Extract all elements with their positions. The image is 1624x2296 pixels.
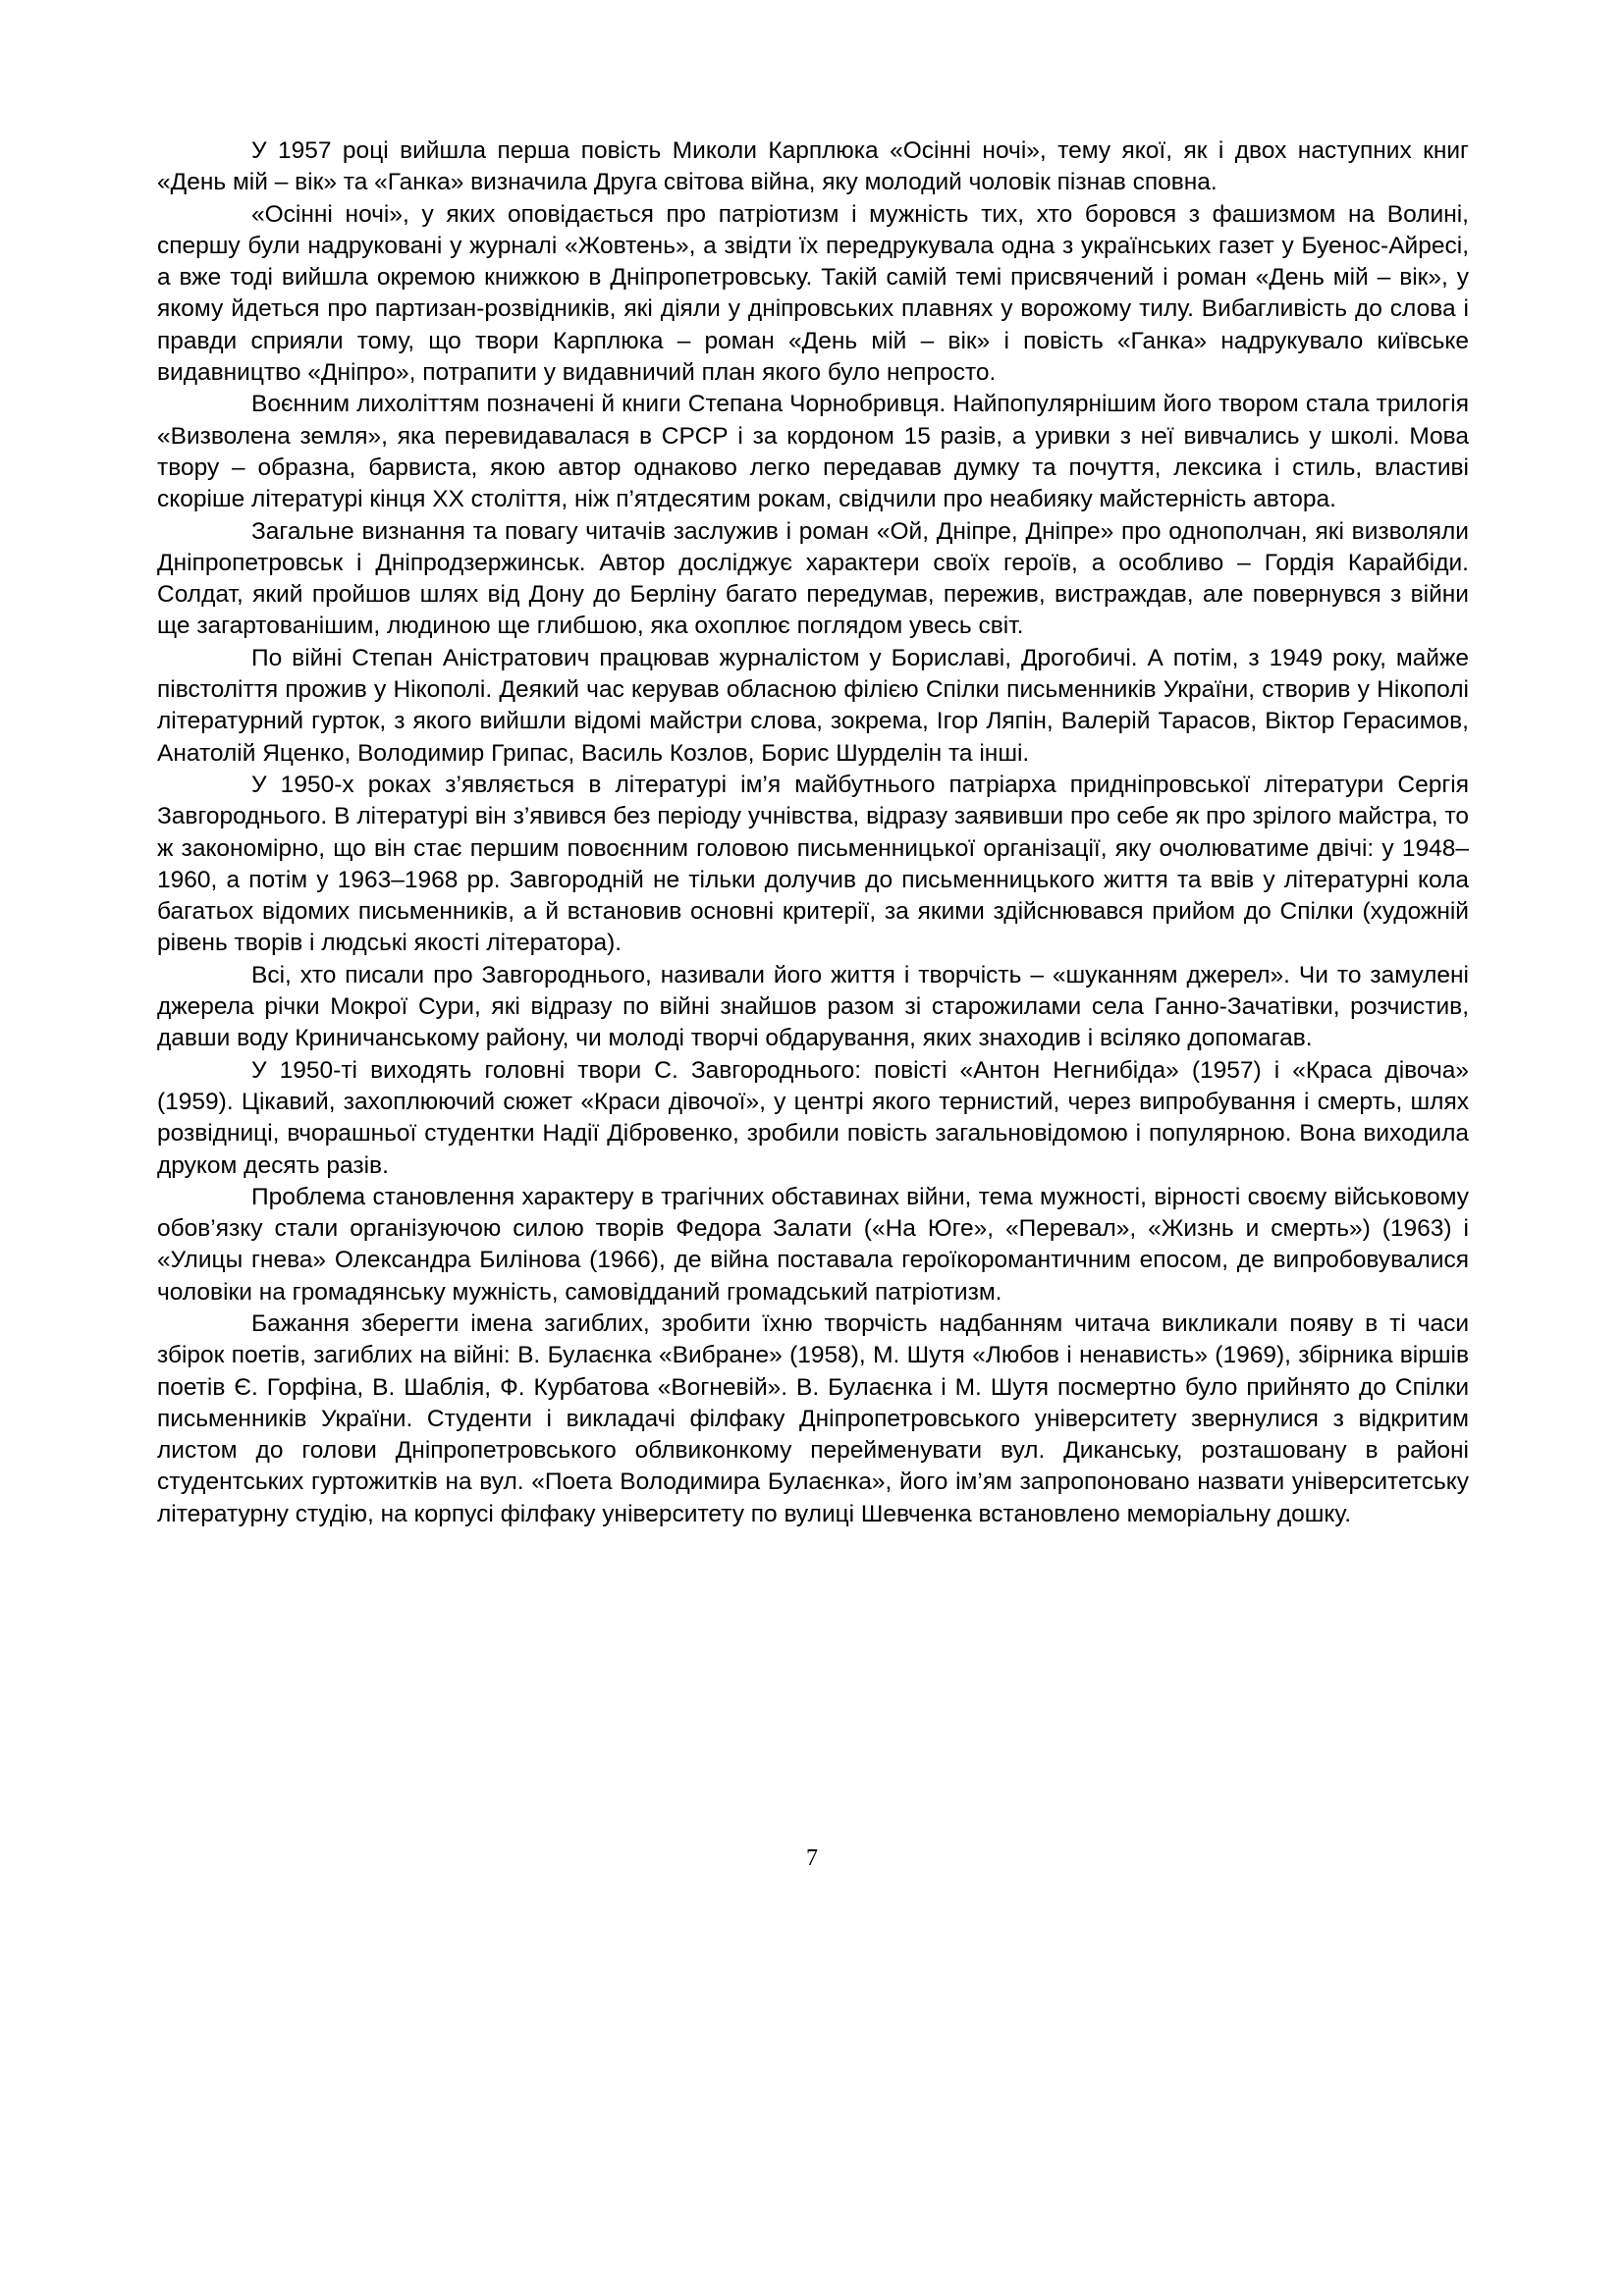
paragraph-5: По війні Степан Аністратович працював журналістом у Бориславі, Дрогобичі. А потім, з 1949 року, майже півстоліття прожив у Нікополі. Деякий час керував обласною філією Спілки письменників України, створив у Нікополі літературний гурток, з якого вийшли відомі майстри слова, зокрема, Ігор Ляпін, Валерій Тарасов, Віктор Герасимов, Анатолій Яценко, Володимир Грипас, Василь Козлов, Борис Шурделін та інші. [157,644,1469,767]
page-number: 7 [806,1845,818,1871]
paragraph-7: Всі, хто писали про Завгороднього, називали його життя і творчість – «шуканням джерел». Чи то замулені джерела річки Мокрої Сури, які відразу по війні знайшов разом зі старожилами села Ганно-Зачатівки, розчистив, давши воду Криничанському району, чи молоді творчі обдарування, яких знаходив і всіляко допомагав. [157,961,1469,1052]
paragraph-3: Воєнним лихоліттям позначені й книги Степана Чорнобривця. Найпопулярнішим його твором стала трилогія «Визволена земля», яка перевидавалася в СРСР і за кордоном 15 разів, а уривки з неї вивчались у школі. Мова твору – образна, барвиста, якою автор однаково легко передавав думку та почуття, лексика і стиль, властиві скоріше літературі кінця ХХ століття, ніж п’ятдесятим рокам, свідчили про неабияку майстерність автора. [157,391,1469,513]
document-body [157,135,1469,1530]
paragraph-1: У 1957 році вийшла перша повість Миколи Карплюка «Осінні ночі», тему якої, як і двох наступних книг «День мій – вік» та «Ганка» визначила Друга світова війна, яку молодий чоловік пізнав сповна. [157,137,1469,196]
paragraph-10: Бажання зберегти імена загиблих, зробити їхню творчість надбанням читача викликали появу в ті часи збірок поетів, загиблих на війні: В. Булаєнка «Вибране» (1958), М. Шутя «Любов і ненависть» (1969), збірника віршів поетів Є. Горфіна, В. Шаблія, Ф. Курбатова «Вогневій». В. Булаєнка і М. Шутя посмертно було прийнято до Спілки письменників України. Студенти і викладачі філфаку Дніпропетровського університету звернулися з відкритим листом до голови Дніпропетровського облвиконкому перейменувати вул. Диканську, розташовану в районі студентських гуртожитків на вул. «Поета Володимира Булаєнка», його ім’ям запропоновано назвати університетську літературну студію, на корпусі філфаку університету по вулиці Шевченка встановлено меморіальну дошку. [157,1309,1469,1527]
paragraph-6: У 1950-х роках з’являється в літературі ім’я майбутнього патріарха придніпровської літератури Сергія Завгороднього. В літературі він з’явився без періоду учнівства, відразу заявивши про себе як про зрілого майстра, то ж закономірно, що він стає першим повоєнним головою письменницької організації, яку очолюватиме двічі: у 1948–1960, а потім у 1963–1968 рр. Завгородній не тільки долучив до письменницького життя та ввів у літературні кола багатьох відомих письменників, а й встановив основні критерії, за якими здійснювався прийом до Спілки (художній рівень творів і людські якості літератора). [157,771,1469,957]
paragraph-2: «Осінні ночі», у яких оповідається про патріотизм і мужність тих, хто боровся з фашизмом на Волині, спершу були надруковані у журналі «Жовтень», а звідти їх передрукувала одна з українських газет у Буенос-Айресі, а вже тоді вийшла окремою книжкою в Дніпропетровську. Такій самій темі присвячений і роман «День мій – вік», у якому йдеться про партизан-розвідників, які діяли у дніпровських плавнях у ворожому тилу. Вибагливість до слова і правди сприяли тому, що твори Карплюка – роман «День мій – вік» і повість «Ганка» надрукувало київське видавництво «Дніпро», потрапити у видавничий план якого було непросто. [157,200,1469,387]
paragraph-9: Проблема становлення характеру в трагічних обставинах війни, тема мужності, вірності своєму військовому обов’язку стали організуючою силою творів Федора Залати («На Юге», «Перевал», «Жизнь и смерть») (1963) і «Улицы гнева» Олександра Билінова (1966), де війна поставала героїкоромантичним епосом, де випробовувалися чоловіки на громадянську мужність, самовідданий громадський патріотизм. [157,1183,1469,1306]
paragraph-8: У 1950-ті виходять головні твори С. Завгороднього: повісті «Антон Негнибіда» (1957) і «Краса дівоча» (1959). Цікавий, захоплюючий сюжет «Краси дівочої», у центрі якого тернистий, через випробування і смерть, шлях розвідниці, вчорашньої студентки Надії Дібровенко, зробили повість загальновідомою і популярною. Вона виходила друком десять разів. [157,1056,1469,1179]
paragraph-4: Загальне визнання та повагу читачів заслужив і роман «Ой, Дніпре, Дніпре» про однополчан, які визволяли Дніпропетровськ і Дніпродзержинськ. Автор досліджує характери своїх героїв, а особливо – Гордія Карайбіди. Солдат, який пройшов шлях від Дону до Берліну багато передумав, пережив, вистраждав, але повернувся з війни ще загартованішим, людиною ще глибшою, яка охоплює поглядом увесь світ. [157,517,1469,640]
